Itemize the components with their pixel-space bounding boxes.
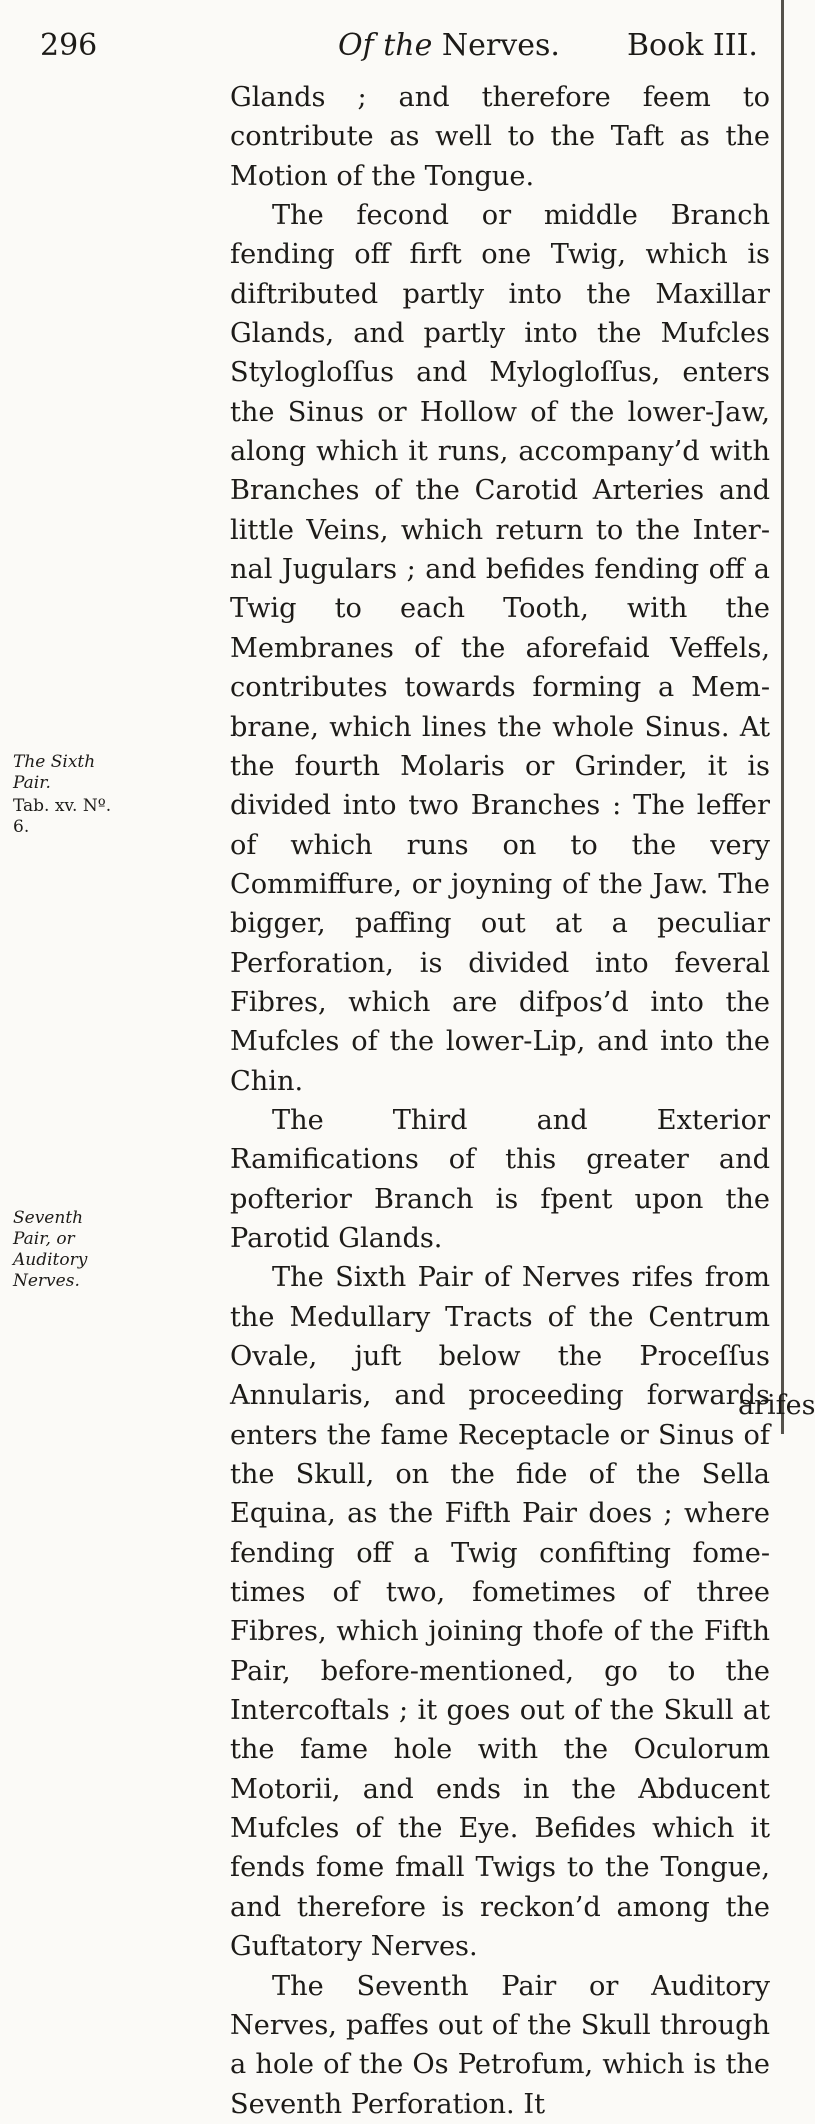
margin-note-sixth-pair-text: The Sixth Pair. bbox=[13, 752, 96, 793]
paragraph-5: The Seventh Pair or Auditory Nerves, paffes out of the Skull through a hole of the Os Petrofum, which is the Seventh Perforation. It bbox=[230, 1970, 770, 2120]
paragraph-2: The fecond or middle Branch fending off firft one Twig, which is diftributed partly into the Maxillar Glands, and partly into the Mufcles Stylogloſſus and Mylogloſſus, enters the Sinus or Hollow of the lower-Jaw, along which it runs, accompany’d with Branches of the Carotid Arteries and little Veins, which return to the Internal Jugulars ; and befides fending off a Twig to each Tooth, with the Membranes of the aforefaid Veffels, contributes towards forming a Membrane, which lines the whole Sinus. At the fourth Molaris or Grinder, it is divided into two Branches : The leffer of which runs on to the very Commiffure, or joyning of the Jaw. The bigger, paffing out at a peculiar Perforation, is divided into feveral Fibres, which are difpos’d into the Mufcles of the lower-Lip, and into the Chin. bbox=[230, 200, 770, 1097]
paragraph-1: Glands ; and therefore feem to contribute as well to the Taft as the Motion of the Tongue. bbox=[230, 82, 770, 192]
running-header bbox=[338, 28, 560, 63]
page-edge bbox=[781, 0, 784, 1434]
book-label: Book III. bbox=[627, 28, 758, 63]
paragraph-3: The Third and Exterior Ramifications of this greater and pofterior Branch is fpent upon the Parotid Glands. bbox=[230, 1104, 770, 1254]
body-text bbox=[230, 78, 770, 2124]
page-number: 296 bbox=[40, 28, 98, 63]
margin-note-seventh-pair-text: Seventh Pair, or Auditory Nerves. bbox=[13, 1208, 88, 1291]
margin-note-sixth-pair bbox=[13, 752, 123, 794]
header-italic: Of the bbox=[338, 28, 433, 63]
margin-note-table-ref: Tab. xv. Nº. 6. bbox=[13, 796, 112, 837]
margin-note-seventh-pair bbox=[13, 1208, 123, 1292]
catchword: arifes bbox=[738, 1390, 815, 1421]
header-title: Nerves. bbox=[441, 28, 560, 63]
paragraph-4: The Sixth Pair of Nerves rifes from the Medullary Tracts of the Centrum Ovale, juft below the Proceſſus Annularis, and proceeding forwards enters the fame Receptacle or Sinus of the Skull, on the fide of the Sella Equina, as the Fifth Pair does ; where fending off a Twig confifting fometimes of two, fometimes of three Fibres, which joining thofe of the Fifth Pair, before-mentioned, go to the Intercoftals ; it goes out of the Skull at the fame hole with the Oculorum Motorii, and ends in the Abducent Mufcles of the Eye. Befides which it fends fome fmall Twigs to the Tongue, and therefore is reckon’d among the Guftatory Nerves. bbox=[230, 1262, 770, 1963]
